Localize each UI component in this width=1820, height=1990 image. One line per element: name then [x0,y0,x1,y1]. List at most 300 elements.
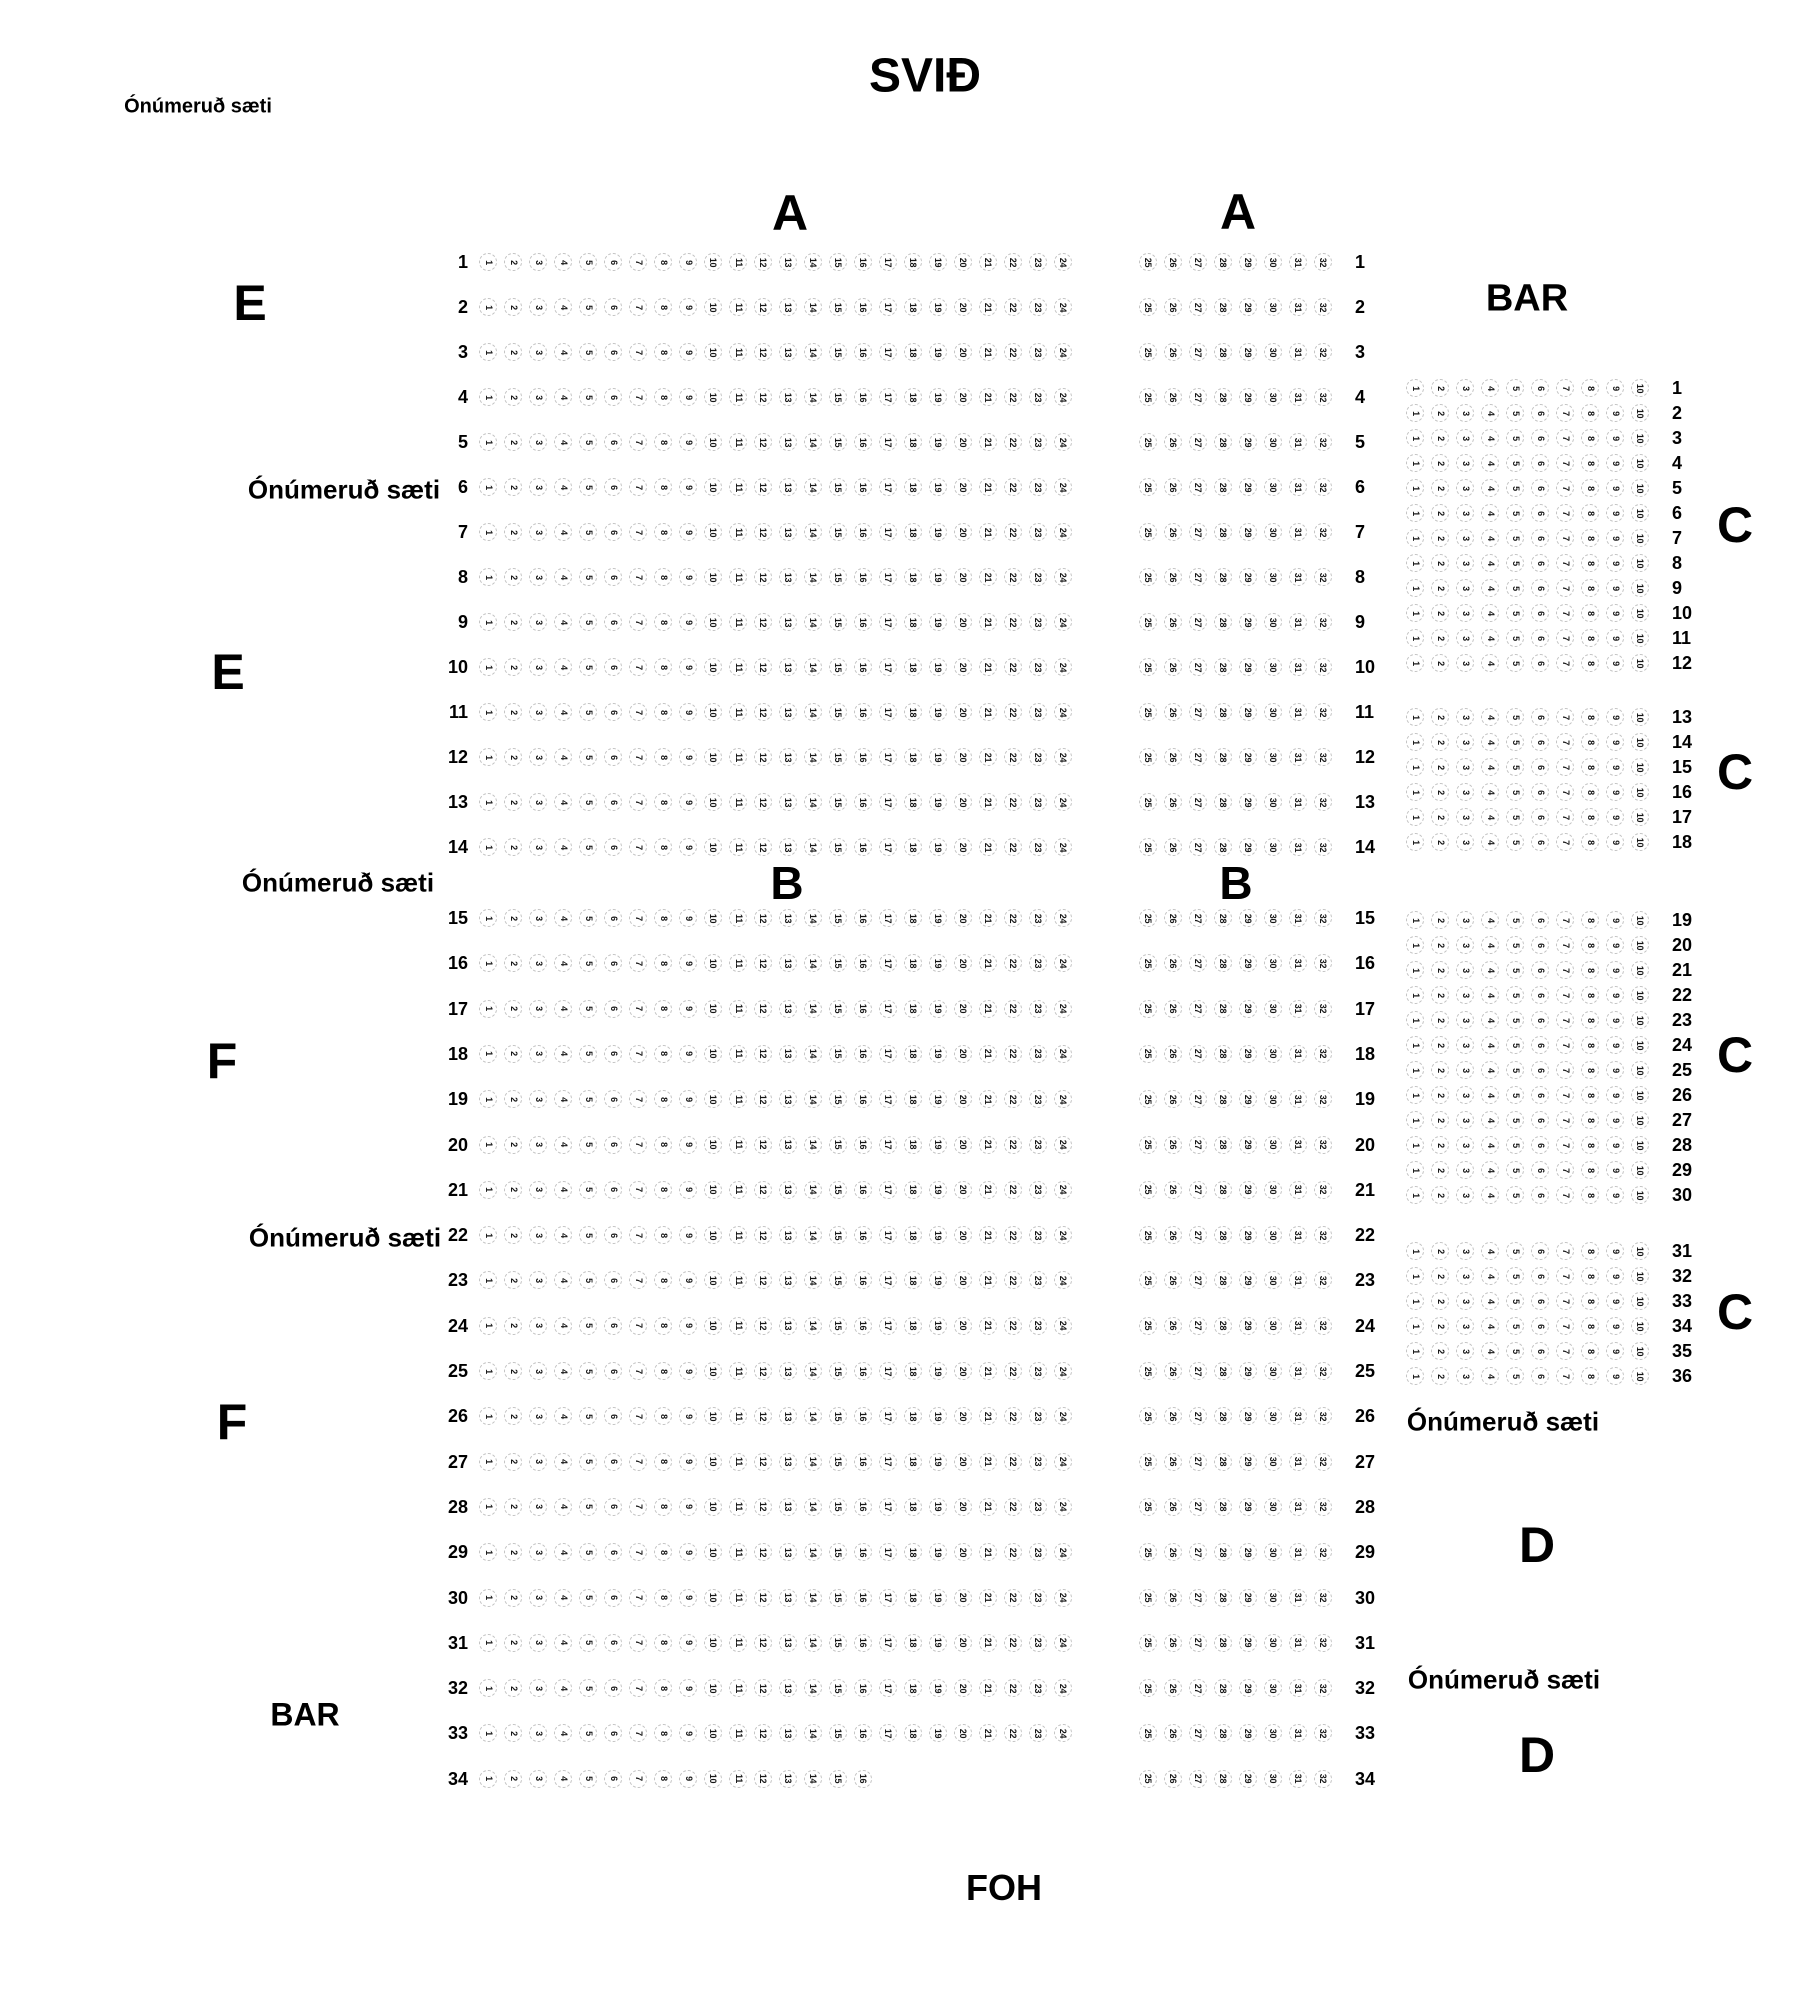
seat[interactable] [1581,579,1599,597]
seat[interactable] [704,1498,722,1516]
seat[interactable] [1214,1498,1232,1516]
seat[interactable] [479,388,497,406]
seat[interactable] [729,1589,747,1607]
seat[interactable] [1164,1679,1182,1697]
seat[interactable] [1314,658,1332,676]
seat[interactable] [1189,388,1207,406]
seat[interactable] [1314,1362,1332,1380]
seat[interactable] [904,1634,922,1652]
seat[interactable] [1456,733,1474,751]
seat[interactable] [1581,454,1599,472]
seat[interactable] [1606,911,1624,929]
seat[interactable] [1289,1770,1307,1788]
seat[interactable] [1456,1292,1474,1310]
seat[interactable] [804,1634,822,1652]
seat[interactable] [854,1226,872,1244]
seat[interactable] [1631,808,1649,826]
seat[interactable] [504,658,522,676]
seat[interactable] [1456,1317,1474,1335]
seat[interactable] [879,1045,897,1063]
seat[interactable] [904,1000,922,1018]
seat[interactable] [1139,568,1157,586]
seat[interactable] [479,1634,497,1652]
seat[interactable] [1531,554,1549,572]
seat[interactable] [754,838,772,856]
seat[interactable] [804,1453,822,1471]
seat[interactable] [1214,388,1232,406]
seat[interactable] [1531,379,1549,397]
seat[interactable] [504,909,522,927]
seat[interactable] [1054,909,1072,927]
seat[interactable] [979,1453,997,1471]
seat[interactable] [504,1317,522,1335]
seat[interactable] [1406,604,1424,622]
seat[interactable] [829,1045,847,1063]
seat[interactable] [729,1045,747,1063]
seat[interactable] [1214,1407,1232,1425]
seat[interactable] [954,1724,972,1742]
seat[interactable] [1506,833,1524,851]
seat[interactable] [1289,1090,1307,1108]
seat[interactable] [754,1181,772,1199]
seat[interactable] [1189,1045,1207,1063]
seat[interactable] [1029,523,1047,541]
seat[interactable] [979,1543,997,1561]
seat[interactable] [1164,1181,1182,1199]
seat[interactable] [804,343,822,361]
seat[interactable] [579,1362,597,1380]
seat[interactable] [1531,833,1549,851]
seat[interactable] [1631,783,1649,801]
seat[interactable] [604,1000,622,1018]
seat[interactable] [1189,1498,1207,1516]
seat[interactable] [1054,1226,1072,1244]
seat[interactable] [1239,388,1257,406]
seat[interactable] [504,1634,522,1652]
seat[interactable] [1506,986,1524,1004]
seat[interactable] [954,388,972,406]
seat[interactable] [1289,1543,1307,1561]
seat[interactable] [654,703,672,721]
seat[interactable] [1189,1090,1207,1108]
seat[interactable] [1189,478,1207,496]
seat[interactable] [754,523,772,541]
seat[interactable] [1004,1543,1022,1561]
seat[interactable] [1606,654,1624,672]
seat[interactable] [1481,911,1499,929]
seat[interactable] [1054,1407,1072,1425]
seat[interactable] [779,1543,797,1561]
seat[interactable] [554,1543,572,1561]
seat[interactable] [879,1362,897,1380]
seat[interactable] [1029,1136,1047,1154]
seat[interactable] [1606,808,1624,826]
seat[interactable] [1431,1186,1449,1204]
seat[interactable] [704,748,722,766]
seat[interactable] [929,298,947,316]
seat[interactable] [604,954,622,972]
seat[interactable] [1406,1061,1424,1079]
seat[interactable] [479,253,497,271]
seat[interactable] [1264,1226,1282,1244]
seat[interactable] [479,1770,497,1788]
seat[interactable] [904,1045,922,1063]
seat[interactable] [1029,1679,1047,1697]
seat[interactable] [504,433,522,451]
seat[interactable] [979,1679,997,1697]
seat[interactable] [1456,1111,1474,1129]
seat[interactable] [1606,758,1624,776]
seat[interactable] [1214,298,1232,316]
seat[interactable] [704,1543,722,1561]
seat[interactable] [1264,1498,1282,1516]
seat[interactable] [504,1181,522,1199]
seat[interactable] [979,478,997,496]
seat[interactable] [704,298,722,316]
seat[interactable] [504,1453,522,1471]
seat[interactable] [1264,1362,1282,1380]
seat[interactable] [1431,629,1449,647]
seat[interactable] [1314,1090,1332,1108]
seat[interactable] [1004,838,1022,856]
seat[interactable] [1581,1292,1599,1310]
seat[interactable] [554,253,572,271]
seat[interactable] [1556,629,1574,647]
seat[interactable] [1004,658,1022,676]
seat[interactable] [729,1770,747,1788]
seat[interactable] [654,1679,672,1697]
seat[interactable] [1406,504,1424,522]
seat[interactable] [629,1453,647,1471]
seat[interactable] [679,954,697,972]
seat[interactable] [629,1407,647,1425]
seat[interactable] [1139,1045,1157,1063]
seat[interactable] [1456,604,1474,622]
seat[interactable] [1264,1453,1282,1471]
seat[interactable] [1264,1407,1282,1425]
seat[interactable] [1289,1317,1307,1335]
seat[interactable] [1239,1453,1257,1471]
seat[interactable] [1214,1770,1232,1788]
seat[interactable] [879,388,897,406]
seat[interactable] [1139,1000,1157,1018]
seat[interactable] [1004,523,1022,541]
seat[interactable] [1506,783,1524,801]
seat[interactable] [1164,1317,1182,1335]
seat[interactable] [1264,909,1282,927]
seat[interactable] [804,1589,822,1607]
seat[interactable] [854,909,872,927]
seat[interactable] [1214,838,1232,856]
seat[interactable] [954,523,972,541]
seat[interactable] [1506,1292,1524,1310]
seat[interactable] [679,1724,697,1742]
seat[interactable] [654,1407,672,1425]
seat[interactable] [1314,909,1332,927]
seat[interactable] [1506,708,1524,726]
seat[interactable] [1406,783,1424,801]
seat[interactable] [554,1090,572,1108]
seat[interactable] [579,613,597,631]
seat[interactable] [604,343,622,361]
seat[interactable] [1264,433,1282,451]
seat[interactable] [1456,1186,1474,1204]
seat[interactable] [979,1317,997,1335]
seat[interactable] [779,478,797,496]
seat[interactable] [1264,1045,1282,1063]
seat[interactable] [1581,654,1599,672]
seat[interactable] [1556,404,1574,422]
seat[interactable] [1189,1589,1207,1607]
seat[interactable] [829,658,847,676]
seat[interactable] [1631,936,1649,954]
seat[interactable] [1264,1000,1282,1018]
seat[interactable] [1289,1271,1307,1289]
seat[interactable] [904,1362,922,1380]
seat[interactable] [829,1589,847,1607]
seat[interactable] [1581,936,1599,954]
seat[interactable] [1531,529,1549,547]
seat[interactable] [854,1407,872,1425]
seat[interactable] [654,433,672,451]
seat[interactable] [804,793,822,811]
seat[interactable] [604,1181,622,1199]
seat[interactable] [1164,1090,1182,1108]
seat[interactable] [1481,1136,1499,1154]
seat[interactable] [1314,1724,1332,1742]
seat[interactable] [629,1679,647,1697]
seat[interactable] [1606,1317,1624,1335]
seat[interactable] [679,1407,697,1425]
seat[interactable] [479,954,497,972]
seat[interactable] [954,343,972,361]
seat[interactable] [1481,1292,1499,1310]
seat[interactable] [1314,1543,1332,1561]
seat[interactable] [629,1634,647,1652]
seat[interactable] [604,1589,622,1607]
seat[interactable] [804,1000,822,1018]
seat[interactable] [1456,1242,1474,1260]
seat[interactable] [954,1453,972,1471]
seat[interactable] [1506,629,1524,647]
seat[interactable] [754,793,772,811]
seat[interactable] [1264,1090,1282,1108]
seat[interactable] [1431,654,1449,672]
seat[interactable] [1456,454,1474,472]
seat[interactable] [529,658,547,676]
seat[interactable] [1029,1498,1047,1516]
seat[interactable] [1606,404,1624,422]
seat[interactable] [979,1407,997,1425]
seat[interactable] [1581,833,1599,851]
seat[interactable] [829,838,847,856]
seat[interactable] [1164,703,1182,721]
seat[interactable] [829,1724,847,1742]
seat[interactable] [879,433,897,451]
seat[interactable] [1581,1367,1599,1385]
seat[interactable] [729,1362,747,1380]
seat[interactable] [854,1136,872,1154]
seat[interactable] [1506,1342,1524,1360]
seat[interactable] [854,1498,872,1516]
seat[interactable] [704,1453,722,1471]
seat[interactable] [1029,658,1047,676]
seat[interactable] [1139,1679,1157,1697]
seat[interactable] [1506,454,1524,472]
seat[interactable] [929,388,947,406]
seat[interactable] [854,1317,872,1335]
seat[interactable] [654,568,672,586]
seat[interactable] [1556,1161,1574,1179]
seat[interactable] [1239,1000,1257,1018]
seat[interactable] [1054,1181,1072,1199]
seat[interactable] [1531,629,1549,647]
seat[interactable] [1264,253,1282,271]
seat[interactable] [879,1136,897,1154]
seat[interactable] [479,1000,497,1018]
seat[interactable] [929,1271,947,1289]
seat[interactable] [979,1136,997,1154]
seat[interactable] [1431,504,1449,522]
seat[interactable] [1139,1724,1157,1742]
seat[interactable] [1506,1111,1524,1129]
seat[interactable] [1189,1407,1207,1425]
seat[interactable] [954,568,972,586]
seat[interactable] [754,954,772,972]
seat[interactable] [1239,703,1257,721]
seat[interactable] [729,1543,747,1561]
seat[interactable] [954,1498,972,1516]
seat[interactable] [1054,1724,1072,1742]
seat[interactable] [1264,838,1282,856]
seat[interactable] [1139,838,1157,856]
seat[interactable] [1239,1362,1257,1380]
seat[interactable] [554,1589,572,1607]
seat[interactable] [479,658,497,676]
seat[interactable] [829,1770,847,1788]
seat[interactable] [704,1136,722,1154]
seat[interactable] [679,1679,697,1697]
seat[interactable] [804,954,822,972]
seat[interactable] [1531,758,1549,776]
seat[interactable] [529,1679,547,1697]
seat[interactable] [879,703,897,721]
seat[interactable] [779,1634,797,1652]
seat[interactable] [1406,454,1424,472]
seat[interactable] [579,1181,597,1199]
seat[interactable] [754,1724,772,1742]
seat[interactable] [1631,758,1649,776]
seat[interactable] [829,793,847,811]
seat[interactable] [1239,478,1257,496]
seat[interactable] [554,388,572,406]
seat[interactable] [904,298,922,316]
seat[interactable] [1054,793,1072,811]
seat[interactable] [1556,1111,1574,1129]
seat[interactable] [854,1271,872,1289]
seat[interactable] [979,1634,997,1652]
seat[interactable] [1139,1407,1157,1425]
seat[interactable] [1606,1367,1624,1385]
seat[interactable] [529,1770,547,1788]
seat[interactable] [754,909,772,927]
seat[interactable] [679,1770,697,1788]
seat[interactable] [1456,911,1474,929]
seat[interactable] [579,568,597,586]
seat[interactable] [1054,568,1072,586]
seat[interactable] [554,1045,572,1063]
seat[interactable] [679,703,697,721]
seat[interactable] [1004,1317,1022,1335]
seat[interactable] [1214,1226,1232,1244]
seat[interactable] [804,388,822,406]
seat[interactable] [1406,911,1424,929]
seat[interactable] [804,703,822,721]
seat[interactable] [1164,1543,1182,1561]
seat[interactable] [804,253,822,271]
seat[interactable] [854,1543,872,1561]
seat[interactable] [629,523,647,541]
seat[interactable] [1531,1111,1549,1129]
seat[interactable] [1531,1267,1549,1285]
seat[interactable] [629,658,647,676]
seat[interactable] [1406,733,1424,751]
seat[interactable] [1581,1317,1599,1335]
seat[interactable] [504,748,522,766]
seat[interactable] [504,523,522,541]
seat[interactable] [479,703,497,721]
seat[interactable] [1431,529,1449,547]
seat[interactable] [1531,1161,1549,1179]
seat[interactable] [504,613,522,631]
seat[interactable] [754,703,772,721]
seat[interactable] [1289,388,1307,406]
seat[interactable] [754,1317,772,1335]
seat[interactable] [904,1543,922,1561]
seat[interactable] [704,838,722,856]
seat[interactable] [479,909,497,927]
seat[interactable] [1029,433,1047,451]
seat[interactable] [729,1679,747,1697]
seat[interactable] [1029,1543,1047,1561]
seat[interactable] [1004,1045,1022,1063]
seat[interactable] [1314,523,1332,541]
seat[interactable] [579,253,597,271]
seat[interactable] [1506,936,1524,954]
seat[interactable] [1406,1036,1424,1054]
seat[interactable] [479,1317,497,1335]
seat[interactable] [1189,748,1207,766]
seat[interactable] [879,1317,897,1335]
seat[interactable] [1531,1061,1549,1079]
seat[interactable] [754,748,772,766]
seat[interactable] [1431,1086,1449,1104]
seat[interactable] [979,1271,997,1289]
seat[interactable] [1631,1292,1649,1310]
seat[interactable] [554,478,572,496]
seat[interactable] [779,1271,797,1289]
seat[interactable] [704,658,722,676]
seat[interactable] [954,1407,972,1425]
seat[interactable] [604,1543,622,1561]
seat[interactable] [1164,1724,1182,1742]
seat[interactable] [854,1589,872,1607]
seat[interactable] [1531,986,1549,1004]
seat[interactable] [1481,579,1499,597]
seat[interactable] [1029,954,1047,972]
seat[interactable] [1481,708,1499,726]
seat[interactable] [954,1045,972,1063]
